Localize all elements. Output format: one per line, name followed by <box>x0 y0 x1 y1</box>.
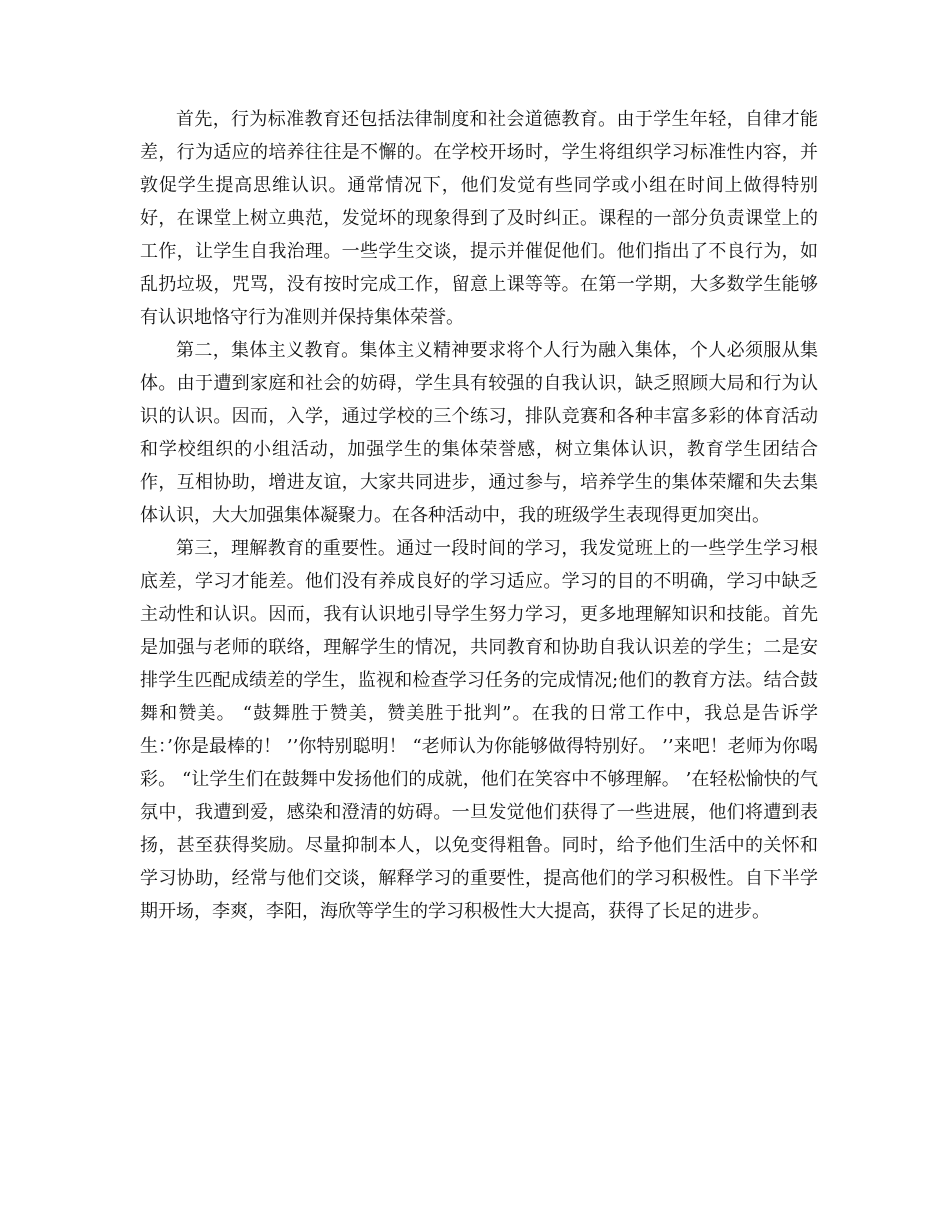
paragraph-behavior-education: 首先，行为标准教育还包括法律制度和社会道德教育。由于学生年轻，自律才能差，行为适应的培养往往是不懈的。在学校开场时，学生将组织学习标准性内容，并敦促学生提高思维认识。通常情况下，他们发觉有些同学或小组在时间上做得特别好，在课堂上树立典范，发觉坏的现象得到了及时纠正。课程的一部分负责课堂上的工作，让学生自我治理。一些学生交谈，提示并催促他们。他们指出了不良行为，如乱扔垃圾，咒骂，没有按时完成工作，留意上课等等。在第一学期，大多数学生能够有认识地恪守行为准则并保持集体荣誉。 <box>140 109 818 328</box>
paragraph-collectivism-education: 第二，集体主义教育。集体主义精神要求将个人行为融入集体，个人必须服从集体。由于遭到家庭和社会的妨碍，学生具有较强的自我认识，缺乏照顾大局和行为认识的认识。因而，入学，通过学校的三个练习，排队竞赛和各种丰富多彩的体育活动和学校组织的小组活动，加强学生的集体荣誉感，树立集体认识，教育学生团结合作，互相协助，增进友谊，大家共同进步，通过参与，培养学生的集体荣耀和失去集体认识，大大加强集体凝聚力。在各种活动中，我的班级学生表现得更加突出。 <box>140 340 818 526</box>
document-body <box>140 103 818 928</box>
paragraph-learning-importance: 第三，理解教育的重要性。通过一段时间的学习，我发觉班上的一些学生学习根底差，学习才能差。他们没有养成良好的学习适应。学习的目的不明确，学习中缺乏主动性和认识。因而，我有认识地引导学生努力学习，更多地理解知识和技能。首先是加强与老师的联络，理解学生的情况，共同教育和协助自我认识差的学生；二是安排学生匹配成绩差的学生，监视和检查学习任务的完成情况;他们的教育方法。结合鼓舞和赞美。 “鼓舞胜于赞美，赞美胜于批判”。在我的日常工作中，我总是告诉学生：’你是最棒的！ ’’你特别聪明！ “老师认为你能够做得特别好。 ’’来吧！老师为你喝彩。 “让学生们在鼓舞中发扬他们的成就，他们在笑容中不够理解。 ’在轻松愉快的气氛中，我遭到爱，感染和澄清的妨碍。一旦发觉他们获得了一些进展，他们将遭到表扬，甚至获得奖励。尽量抑制本人，以免变得粗鲁。同时，给予他们生活中的关怀和学习协助，经常与他们交谈，解释学习的重要性，提高他们的学习积极性。自下半学期开场，李爽，李阳，海欣等学生的学习积极性大大提高，获得了长足的进步。 <box>140 538 818 922</box>
